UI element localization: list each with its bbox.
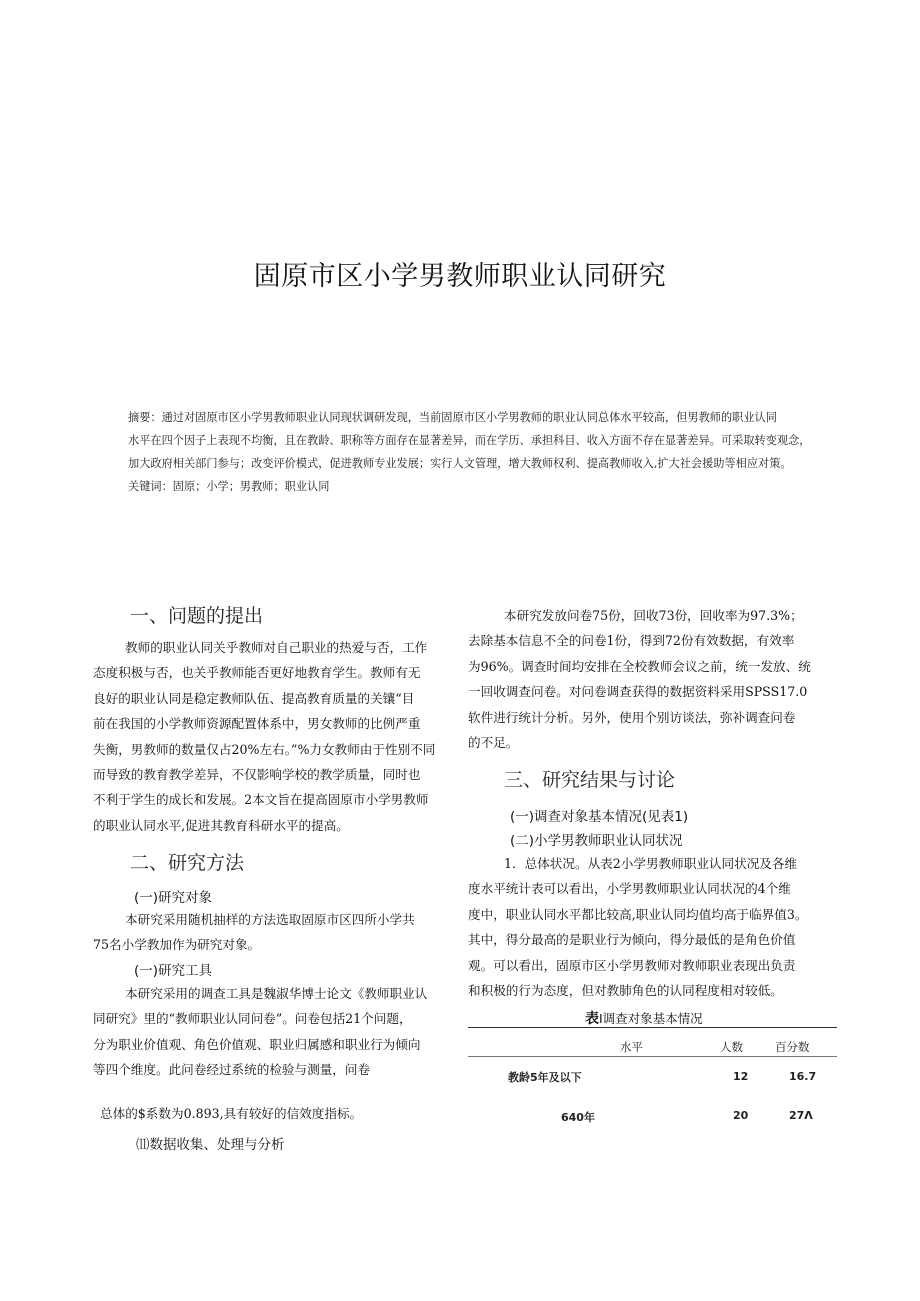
table-row-count: 20 — [733, 1109, 749, 1122]
text-line: 本研究采用的调查工具是魏淑华博士论文《教师职业认 — [125, 986, 428, 1001]
subsection-body — [93, 981, 473, 1083]
table-header-rule — [468, 1056, 837, 1057]
text-line: 为96%。调查时间均安排在全校教师会议之前，统一发放、统 — [468, 658, 811, 674]
text-line: 而导致的教育教学差异，不仅影响学校的教学质量，同时也 — [93, 767, 421, 783]
text-line: 本研究发放问卷75份，回收73份，回收率为97.3%； — [504, 608, 803, 623]
text-line: 同研究》里的“教师职业认同问卷”。问卷包括21个问题， — [93, 1011, 412, 1027]
text-line: 总体的$系数为0.893,具有较好的信效度指标。 — [100, 1106, 363, 1121]
section-heading-2: 二、研究方法 — [130, 852, 245, 874]
table-caption-text: I调查对象基本情况 — [599, 1011, 703, 1026]
abstract-line: 水平在四个因子上表现不均衡，且在教龄、职称等方面存在显著差异，而在学历、承担科目、收入方面不存在显著差异。可采取转变观念， — [128, 434, 811, 447]
results-body — [468, 851, 848, 1003]
text-line: 软件进行统计分析。另外，使用个别访谈法，弥补调查问卷 — [468, 709, 796, 725]
text-line: 其中，得分最高的是职业行为倾向，得分最低的是角色价值 — [468, 932, 796, 948]
text-line: 等四个维度。此问卷经过系统的检验与测量，问卷 — [93, 1062, 371, 1078]
table-row-label: 640年 — [561, 1111, 595, 1124]
text-line: 前在我国的小学教师资源配置体系中，男女教师的比例严重 — [93, 716, 421, 732]
abstract-line: 加大政府相关部门参与；改变评价模式，促进教师专业发展；实行人文管理，增大教师权利、提高教师收入,扩大社会援助等相应对策。 — [128, 457, 792, 470]
table-caption-prefix: 表 — [585, 1011, 599, 1027]
text-line: 75名小学教加作为研究对象。 — [93, 937, 261, 953]
text-line: 教师的职业认同关乎教师对自己职业的热爱与否，工作 — [125, 640, 428, 655]
section-heading-3: 三、研究结果与讨论 — [504, 769, 676, 791]
section-heading-1: 一、问题的提出 — [130, 605, 264, 627]
keywords: 关键词：固原；小学；男教师；职业认同 — [128, 480, 330, 493]
text-line: 分为职业价值观、角色价值观、职业归属感和职业行为倾向 — [93, 1036, 421, 1052]
table-header-level: 水平 — [620, 1040, 643, 1054]
text-line: 失衡，男教师的数量仅占20%左右。”%力女教师由于性别不同 — [93, 741, 436, 757]
text-line: 度中，职业认同水平都比较高,职业认同均值均高于临界值3。 — [468, 906, 808, 922]
subsection-heading: ⑾数据收集、处理与分析 — [136, 1137, 285, 1153]
abstract-line: 摘要：通过对固原市区小学男教师职业认同现状调研发现，当前固原市区小学男教师的职业认同总体水平较高，但男教师的职业认同 — [128, 411, 777, 424]
abstract — [128, 406, 846, 498]
text-line: 的不足。 — [468, 735, 519, 751]
subsection-heading: (一)研究对象 — [134, 890, 213, 906]
table-top-rule — [468, 1027, 837, 1028]
method-body — [468, 603, 848, 755]
text-line: 一回收调查问卷。对问卷调查获得的数据资料采用SPSS17.0 — [468, 684, 808, 700]
subsection-heading: (二)小学男教师职业认同状况 — [510, 833, 683, 849]
section-1-body — [93, 635, 463, 838]
text-line: 1．总体状况。从表2小学男教师职业认同状况及各维 — [504, 856, 798, 871]
subsection-heading: (一)调查对象基本情况(见表1) — [510, 809, 689, 825]
text-line: 去除基本信息不全的问卷1份，得到72份有效数据，有效率 — [468, 633, 795, 649]
text-line: 和积极的行为态度，但对教肺角色的认同程度相对较低。 — [468, 983, 783, 999]
subsection-body — [93, 907, 463, 958]
text-line: 态度积极与否，也关乎教师能否更好地教育学生。教师有无 — [93, 665, 421, 681]
text-line: 不利于学生的成长和发展。2本文旨在提高固原市小学男教师 — [93, 792, 429, 808]
text-line: 度水平统计表可以看出，小学男教师职业认同状况的4个维 — [468, 881, 791, 897]
text-line: 观。可以看出，固原市区小学男教师对教师职业表现出负责 — [468, 957, 796, 973]
table-row-percent: 16.7 — [789, 1070, 817, 1083]
subsection-heading: (一)研究工具 — [134, 963, 213, 979]
text-line: 的职业认同水平,促进其教育科研水平的提高。 — [93, 817, 349, 833]
table-caption — [585, 1008, 703, 1028]
text-line: 良好的职业认同是稳定教师队伍、提高教育质量的关镶“目 — [93, 690, 415, 706]
text-line: 本研究采用随机抽样的方法选取固原市区四所小学共 — [125, 912, 415, 927]
table-row-count: 12 — [733, 1070, 749, 1083]
table-row-percent: 27Λ — [789, 1109, 813, 1122]
table-header-percent: 百分数 — [775, 1040, 810, 1054]
paper-title: 固原市区小学男教师职业认同研究 — [253, 261, 667, 292]
table-header-count: 人数 — [720, 1040, 743, 1054]
table-row-label: 教龄5年及以下 — [508, 1071, 582, 1084]
